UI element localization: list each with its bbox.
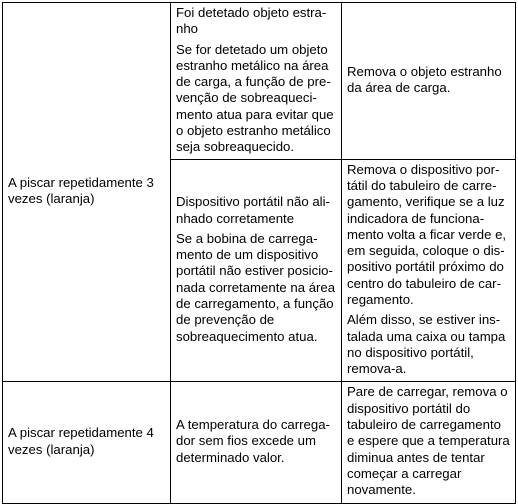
action-text: Pare de carregar, remova o dispositivo portátil do tabuleiro de carregamento e espere que a temperatura diminua antes de tentar começar a carregar novamente. — [347, 384, 510, 498]
action-cell — [342, 381, 516, 503]
status-cell: A piscar repetidamente 4 vezes (laranja) — [3, 381, 171, 503]
cause-detail: Se a bobina de carregamento de um dispositivo portátil não estiver posicionada corretamente na área de carregamento, a função de prevenção de sobreaquecimento atua. — [176, 230, 336, 344]
action-text: Além disso, se estiver instalada uma caixa ou tampa no dispositivo portátil, remova-a. — [347, 312, 506, 377]
action-text: Remova o objeto estranho da área de carga. — [347, 64, 502, 96]
troubleshooting-table — [2, 2, 516, 504]
cause-title: Dispositivo portátil não alinhado corretamente — [176, 194, 330, 226]
table-row — [3, 381, 516, 503]
status-cell: A piscar repetidamente 3 vezes (laranja) — [3, 3, 171, 382]
cause-cell — [171, 3, 342, 160]
action-cell — [342, 159, 516, 381]
cause-detail: Se for detetado um objeto estranho metálico na área de carga, a função de prevenção de sobreaquecimento atua para evitar que o objeto estranho metálico seja sobreaquecido. — [176, 41, 334, 155]
cause-cell — [171, 159, 342, 381]
table-row — [3, 3, 516, 160]
action-cell — [342, 3, 516, 160]
cause-cell — [171, 381, 342, 503]
cause-title: Foi detetado objeto estranho — [176, 5, 327, 37]
action-text: Remova o dispositivo portátil do tabuleiro de carregamento, verifique se a luz indicadora de funcionamento volta a ficar verde e, em seguida, coloque o dispositivo portátil próximo do centro do tabuleiro de carregamento. — [347, 161, 507, 308]
cause-title: A temperatura do carregador sem fios excede um determinado valor. — [176, 417, 330, 465]
